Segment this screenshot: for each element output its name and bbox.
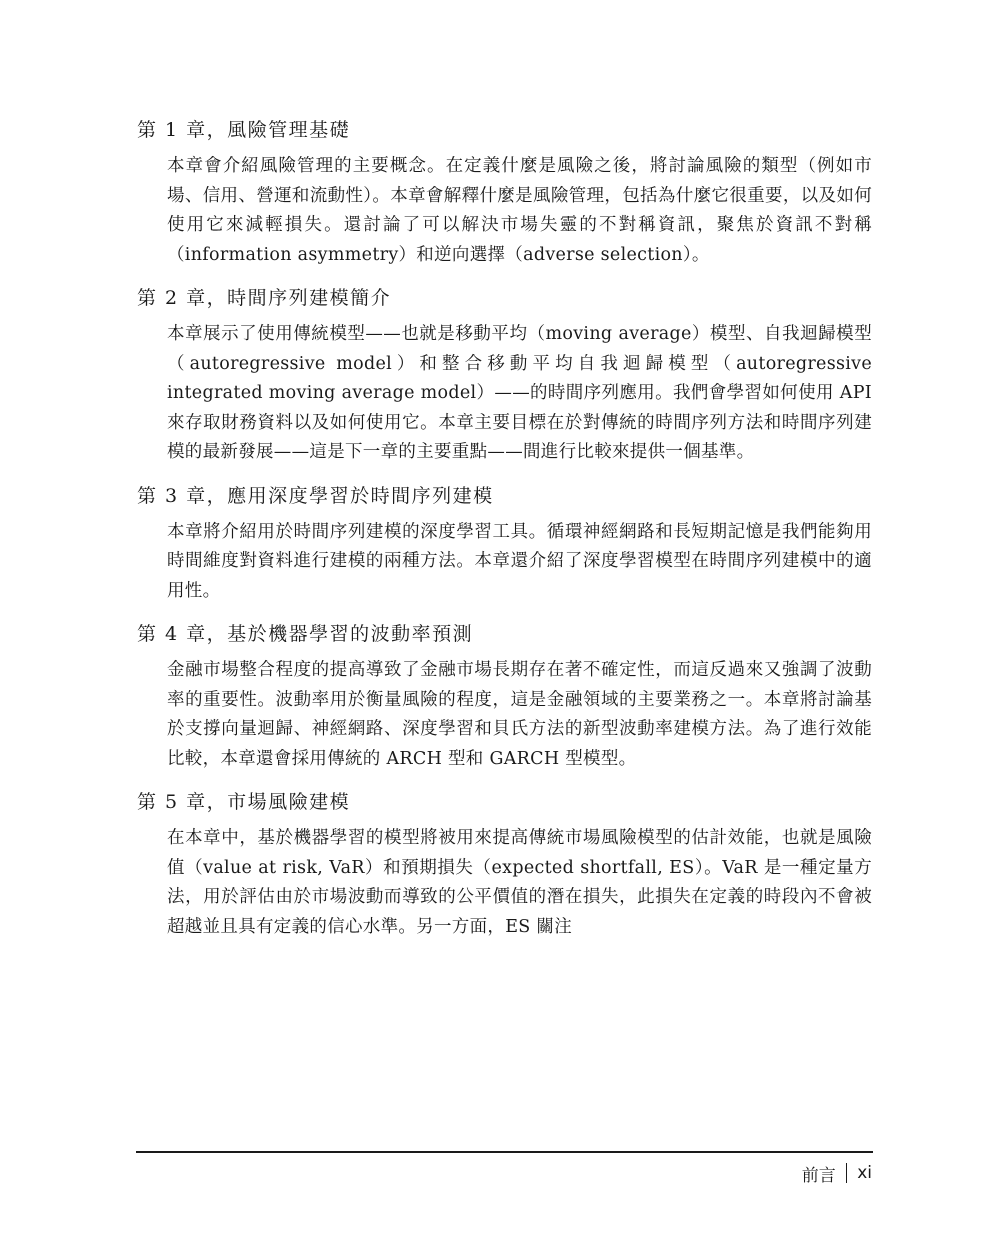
chapter-5 bbox=[137, 784, 872, 942]
chapter-4 bbox=[137, 616, 872, 774]
page-number: xi bbox=[857, 1163, 872, 1183]
footer-separator bbox=[846, 1163, 848, 1183]
chapter-heading: 第 3 章，應用深度學習於時間序列建模 bbox=[137, 484, 494, 507]
chapter-description: 本章將介紹用於時間序列建模的深度學習工具。循環神經網路和長短期記憶是我們能夠用時間維度對資料進行建模的兩種方法。本章還介紹了深度學習模型在時間序列建模中的適用性。 bbox=[167, 521, 872, 601]
chapter-description: 在本章中，基於機器學習的模型將被用來提高傳統市場風險模型的估計效能，也就是風險值（value at risk, VaR）和預期損失（expected shortfall, ES）。VaR 是一種定量方法，用於評估由於市場波動而導致的公平價值的潛在損失，此損失在定義的時段內不會被超越並且具有定義的信心水準。另一方面，ES 關注 bbox=[167, 828, 872, 937]
chapter-heading: 第 4 章，基於機器學習的波動率預測 bbox=[137, 623, 474, 645]
chapter-heading: 第 1 章，風險管理基礎 bbox=[137, 119, 351, 141]
chapter-3 bbox=[137, 478, 872, 607]
chapter-heading: 第 5 章，市場風險建模 bbox=[137, 791, 351, 813]
chapter-2 bbox=[137, 280, 872, 468]
footer-section-title: 前言 bbox=[801, 1165, 836, 1186]
chapter-description: 本章會介紹風險管理的主要概念。在定義什麼是風險之後，將討論風險的類型（例如市場、信用、營運和流動性）。本章會解釋什麼是風險管理，包括為什麼它很重要，以及如何使用它來減輕損失。還討論了可以解決市場失靈的不對稱資訊，聚焦於資訊不對稱（information asymmetry）和逆向選擇（adverse selection）。 bbox=[167, 156, 872, 265]
chapter-list bbox=[137, 112, 872, 952]
footer-divider bbox=[136, 1151, 873, 1153]
chapter-heading: 第 2 章，時間序列建模簡介 bbox=[137, 287, 392, 309]
chapter-description: 金融市場整合程度的提高導致了金融市場長期存在著不確定性，而這反過來又強調了波動率的重要性。波動率用於衡量風險的程度，這是金融領域的主要業務之一。本章將討論基於支撐向量迴歸、神經網路、深度學習和貝氏方法的新型波動率建模方法。為了進行效能比較，本章還會採用傳統的 ARCH 型和 GARCH 型模型。 bbox=[167, 660, 872, 769]
chapter-1 bbox=[137, 112, 872, 270]
page-footer bbox=[802, 1158, 872, 1188]
chapter-description: 本章展示了使用傳統模型——也就是移動平均（moving average）模型、自我迴歸模型（autoregressive model）和整合移動平均自我迴歸模型（autoregressive integrated moving average model）——的時間序列應用。我們會學習如何使用 API 來存取財務資料以及如何使用它。本章主要目標在於對傳統的時間序列方法和時間序列建模的最新發展——這是下一章的主要重點——間進行比較來提供一個基準。 bbox=[167, 324, 872, 462]
